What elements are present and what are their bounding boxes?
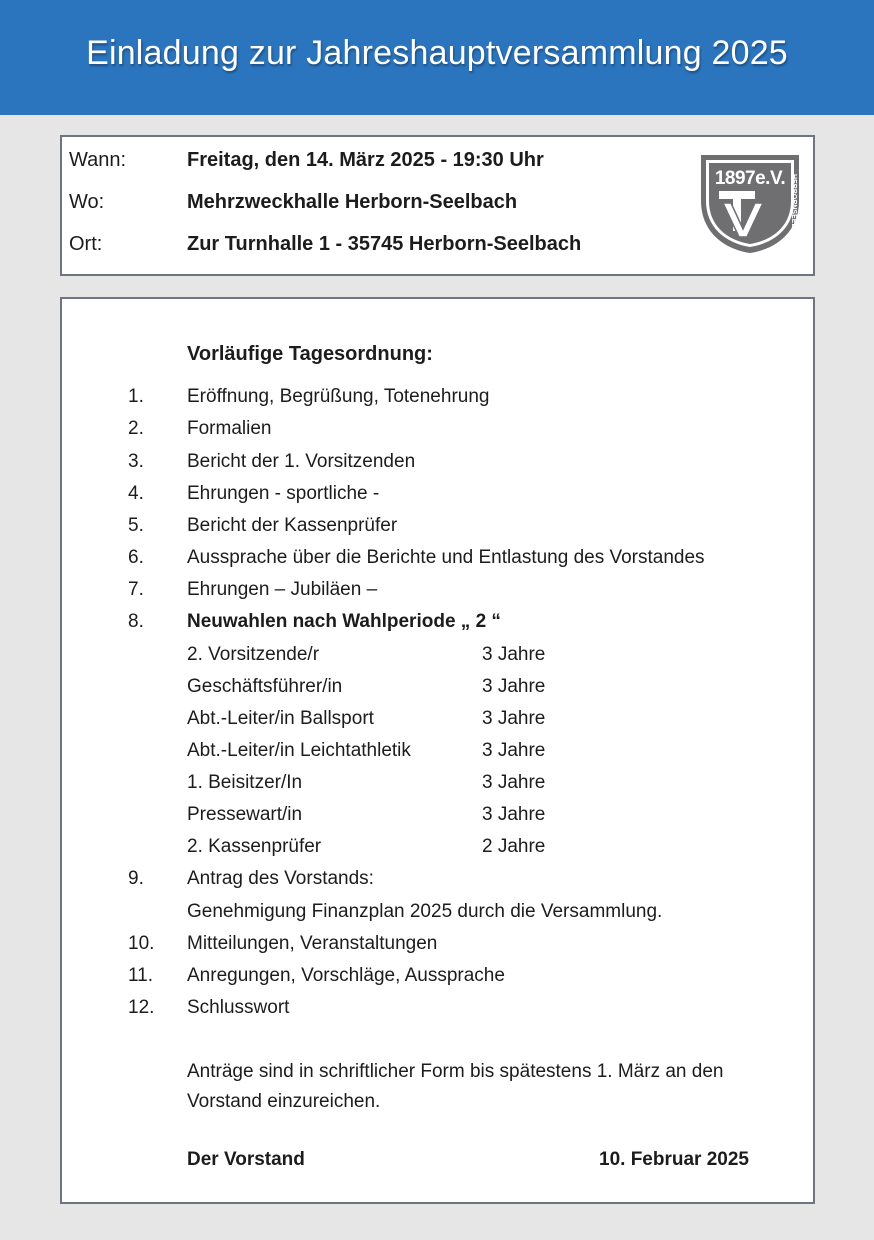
- agenda-item-text: Eröffnung, Begrüßung, Totenehrung: [187, 386, 490, 407]
- agenda-item-number: 1.: [128, 386, 144, 407]
- agenda-item-number: 11.: [128, 965, 154, 986]
- position-term: 3 Jahre: [482, 772, 546, 793]
- header-banner: [0, 0, 874, 115]
- election-position-row: [62, 772, 813, 802]
- agenda-item-number: 12.: [128, 997, 155, 1018]
- election-position-row: [62, 740, 813, 770]
- info-label-when: Wann:: [69, 149, 127, 171]
- club-crest-icon: [697, 151, 803, 255]
- position-name: Geschäftsführer/in: [187, 676, 343, 697]
- agenda-item-number: 4.: [128, 483, 144, 504]
- position-name: 1. Beisitzer/In: [187, 772, 303, 793]
- agenda-item: [62, 547, 813, 577]
- agenda-item: [62, 418, 813, 448]
- agenda-item-text: Bericht der Kassenprüfer: [187, 515, 398, 536]
- election-position-row: [62, 836, 813, 866]
- agenda-item-number: 10.: [128, 933, 155, 954]
- position-term: 2 Jahre: [482, 836, 546, 857]
- agenda-item: [62, 965, 813, 995]
- position-name: Pressewart/in: [187, 804, 303, 825]
- agenda-item-number: 5.: [128, 515, 144, 536]
- position-name: Abt.-Leiter/in Leichtathletik: [187, 740, 411, 761]
- agenda-item-text: Neuwahlen nach Wahlperiode „ 2 “: [187, 611, 501, 632]
- agenda-item: [62, 515, 813, 545]
- election-position-row: [62, 676, 813, 706]
- info-label-where: Wo:: [69, 191, 105, 213]
- agenda-item-text: Mitteilungen, Veranstaltungen: [187, 933, 438, 954]
- signature: Der Vorstand: [187, 1149, 305, 1170]
- agenda-item: [62, 611, 813, 641]
- election-position-row: [62, 644, 813, 674]
- svg-text:1897e.V.: 1897e.V.: [714, 168, 786, 189]
- document-date: 10. Februar 2025: [599, 1149, 749, 1170]
- submission-note: Anträge sind in schriftlicher Form bis spätestens 1. März an den Vorstand einzureichen.: [187, 1061, 724, 1112]
- agenda-item-text: Ehrungen – Jubiläen –: [187, 579, 378, 600]
- agenda-item: [62, 451, 813, 481]
- position-term: 3 Jahre: [482, 644, 546, 665]
- agenda-item: [62, 386, 813, 416]
- page-title: Einladung zur Jahreshauptversammlung 2025: [86, 34, 788, 72]
- agenda-item-text: Anregungen, Vorschläge, Aussprache: [187, 965, 505, 986]
- agenda-item-text: Formalien: [187, 418, 272, 439]
- agenda-item-number: 3.: [128, 451, 144, 472]
- club-logo: [697, 151, 803, 255]
- info-value-address: Zur Turnhalle 1 - 35745 Herborn-Seelbach: [187, 233, 582, 255]
- position-name: Abt.-Leiter/in Ballsport: [187, 708, 374, 729]
- agenda-item-detail-text: Genehmigung Finanzplan 2025 durch die Versammlung.: [187, 901, 663, 922]
- agenda-item-number: 7.: [128, 579, 144, 600]
- agenda-item: [62, 483, 813, 513]
- agenda-item-number: 9.: [128, 868, 144, 889]
- position-name: 2. Kassenprüfer: [187, 836, 322, 857]
- info-value-where: Mehrzweckhalle Herborn-Seelbach: [187, 191, 518, 213]
- info-value-when: Freitag, den 14. März 2025 - 19:30 Uhr: [187, 149, 544, 171]
- position-name: 2. Vorsitzende/r: [187, 644, 320, 665]
- agenda-item: [62, 579, 813, 609]
- event-info-box: [60, 135, 815, 276]
- agenda-item-number: 2.: [128, 418, 144, 439]
- agenda-item: [62, 933, 813, 963]
- agenda-box: [60, 297, 815, 1204]
- info-label-address: Ort:: [69, 233, 103, 255]
- agenda-item-text: Schlusswort: [187, 997, 290, 1018]
- agenda-title: Vorläufige Tagesordnung:: [187, 343, 433, 365]
- agenda-item-detail: [62, 901, 813, 931]
- position-term: 3 Jahre: [482, 708, 546, 729]
- agenda-item-text: Antrag des Vorstands:: [187, 868, 374, 889]
- agenda-item: [62, 997, 813, 1027]
- election-position-row: [62, 804, 813, 834]
- position-term: 3 Jahre: [482, 804, 546, 825]
- election-position-row: [62, 708, 813, 738]
- svg-text:HERBORNSEELBACH: HERBORNSEELBACH: [790, 174, 797, 248]
- agenda-item-number: 6.: [128, 547, 144, 568]
- position-term: 3 Jahre: [482, 676, 546, 697]
- agenda-item-number: 8.: [128, 611, 144, 632]
- agenda-item-text: Ehrungen - sportliche -: [187, 483, 380, 504]
- agenda-item: [62, 868, 813, 898]
- position-term: 3 Jahre: [482, 740, 546, 761]
- agenda-item-text: Aussprache über die Berichte und Entlastung des Vorstandes: [187, 547, 705, 568]
- agenda-item-text: Bericht der 1. Vorsitzenden: [187, 451, 416, 472]
